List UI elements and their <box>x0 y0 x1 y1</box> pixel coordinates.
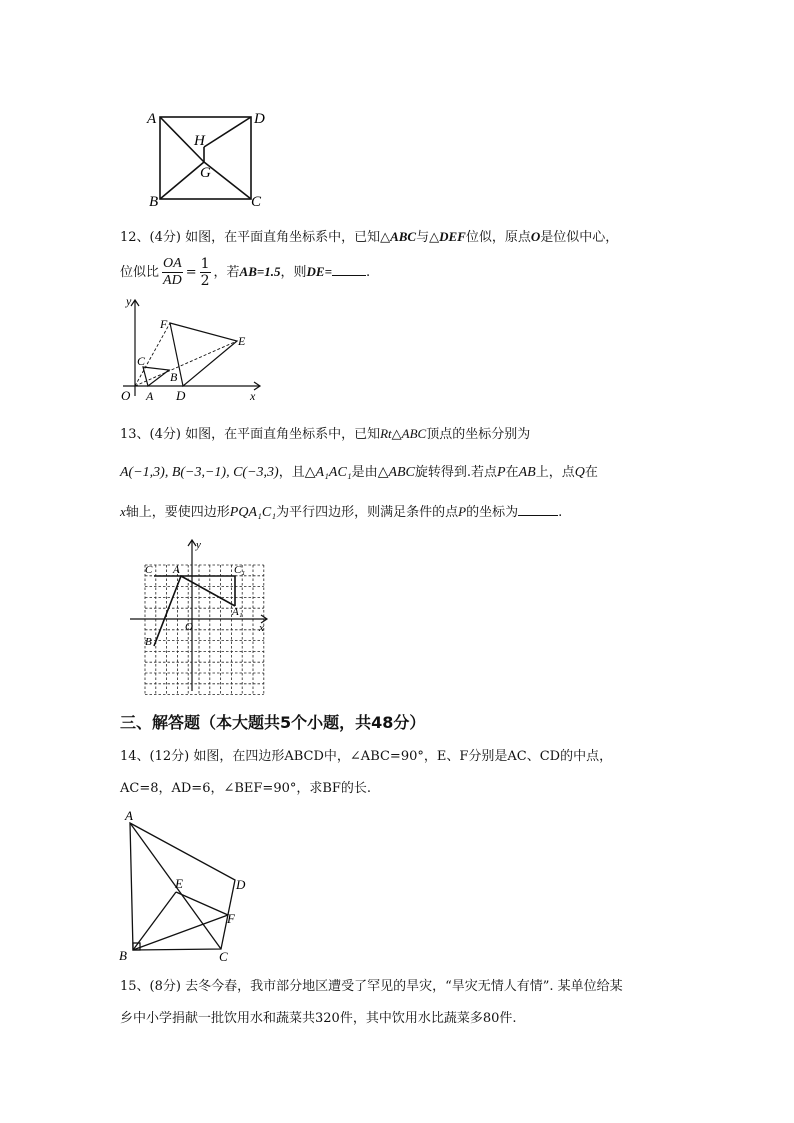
q14-line1: 14、(12分) 如图，在四边形ABCD中，∠ABC=90°，E、F分别是AC、CD的中点， <box>120 749 613 764</box>
q12-ratio-label: 位似比 <box>120 265 160 280</box>
figure-q12 <box>115 292 270 404</box>
fig12-axis-x: x <box>250 389 256 403</box>
q12-o: O <box>530 229 541 244</box>
fig12-label-f: F <box>160 317 168 331</box>
fig13-label-b: B <box>145 636 152 648</box>
fig13-label-a: A <box>173 564 180 576</box>
q12-line2 <box>120 254 370 290</box>
q13-text-a: 13、(4分) 如图，在平面直角坐标系中，已知 <box>120 427 381 442</box>
q13-triangle-a1ac1: △A₁AC₁ <box>304 465 352 480</box>
fig12-label-a: A <box>146 389 154 403</box>
fig13-label-c1: C₁ <box>234 564 246 576</box>
q13-text-d: 是由 <box>351 465 378 480</box>
q12-text-e: ，若 <box>213 265 240 280</box>
fig13-origin: O <box>185 621 193 633</box>
q12-def: DEF <box>439 229 466 244</box>
fig13-label-a1: A₁ <box>232 606 243 618</box>
fig14-label-f: F <box>227 911 235 926</box>
q12-abc: ABC <box>390 229 417 244</box>
fig14-label-d: D <box>236 877 246 892</box>
fig12-axis-y: y <box>126 294 132 308</box>
q13-period: . <box>558 505 563 520</box>
q13-triangle-abc: △ABC <box>377 465 415 480</box>
q13-text-i: 轴上，要使四边形 <box>125 505 230 520</box>
fig11-label-a: A <box>147 111 157 127</box>
q12-fraction-oa-ad <box>162 256 183 289</box>
q13-line2 <box>120 463 598 482</box>
q12-one: 1 <box>200 256 210 272</box>
q14-line2: AC=8，AD=6，∠BEF=90°，求BF的长. <box>120 781 372 796</box>
fig11-label-b: B <box>149 194 159 210</box>
fig12-label-b: B <box>170 370 178 384</box>
fig12-label-c: C <box>137 354 146 368</box>
fig11-label-c: C <box>251 194 262 210</box>
q13-point-p2: P <box>458 504 467 519</box>
section-heading: 三、解答题（本大题共5个小题，共48分） <box>120 713 426 732</box>
fig13-axis-y: y <box>196 539 201 551</box>
q12-oa: OA <box>163 256 182 271</box>
q12-period: . <box>366 265 371 280</box>
q13-coordinates: A(−1,3), B(−3,−1), C(−3,3) <box>120 465 279 480</box>
fig12-label-e: E <box>238 334 246 348</box>
q13-point-p: P <box>497 465 506 480</box>
q13-quadrilateral: PQA₁C₁ <box>229 505 277 520</box>
q12-equals: = <box>185 265 197 280</box>
fig13-label-c: C <box>145 564 153 576</box>
q12-text-d: 是位似中心， <box>540 230 619 245</box>
fig14-label-e: E <box>175 876 183 891</box>
fig14-label-b: B <box>119 948 127 963</box>
q13-line1 <box>120 425 530 444</box>
q12-ab-value: AB=1.5 <box>239 264 281 279</box>
q13-text-f: 在 <box>505 465 519 480</box>
fig12-label-d: D <box>176 388 186 403</box>
q13-text-k: 的坐标为 <box>466 505 519 520</box>
q15-line2: 乡中小学捐献一批饮用水和蔬菜共320件，其中饮用水比蔬菜多80件. <box>120 1011 517 1026</box>
q12-text-f: ，则 <box>280 265 307 280</box>
q13-answer-blank <box>518 503 558 516</box>
fig14-label-c: C <box>219 949 228 964</box>
q13-rt-triangle: Rt△ABC <box>380 426 427 441</box>
q12-answer-blank <box>332 263 366 276</box>
fig14-label-a: A <box>125 808 133 823</box>
q13-x-axis: x <box>120 504 126 519</box>
q13-text-g: 上，点 <box>535 465 575 480</box>
fig11-label-h: H <box>194 133 205 149</box>
q13-text-j: 为平行四边形，则满足条件的点 <box>276 505 459 520</box>
q15-line1: 15、(8分) 去冬今春，我市部分地区遭受了罕见的旱灾，“旱灾无情人有情”. 某单位给某 <box>120 979 623 994</box>
fig11-label-g: G <box>200 165 211 181</box>
q13-line3 <box>120 503 562 522</box>
q13-text-h: 在 <box>584 465 598 480</box>
fig13-axis-x: x <box>259 622 264 634</box>
q13-point-q: Q <box>574 465 585 480</box>
q12-two: 2 <box>200 273 210 289</box>
figure-q13 <box>125 535 275 695</box>
q12-text-c: 位似，原点 <box>465 230 531 245</box>
q12-de: DE= <box>306 264 333 279</box>
figure-q14 <box>115 808 255 968</box>
q13-segment-ab: AB <box>518 465 536 480</box>
q12-text-a: 12、(4分) 如图，在平面直角坐标系中，已知△ <box>120 230 391 245</box>
q12-fraction-half <box>200 256 211 289</box>
q13-text-b: 顶点的坐标分别为 <box>426 427 531 442</box>
figure-q11 <box>140 100 280 212</box>
fig11-label-d: D <box>254 111 265 127</box>
q13-text-c: ，且 <box>278 465 305 480</box>
fig12-origin: O <box>121 388 131 403</box>
q12-ad: AD <box>163 273 182 288</box>
q12-text-b: 与△ <box>416 230 440 245</box>
q13-text-e: 旋转得到.若点 <box>414 465 498 480</box>
q12-line1 <box>120 228 618 247</box>
